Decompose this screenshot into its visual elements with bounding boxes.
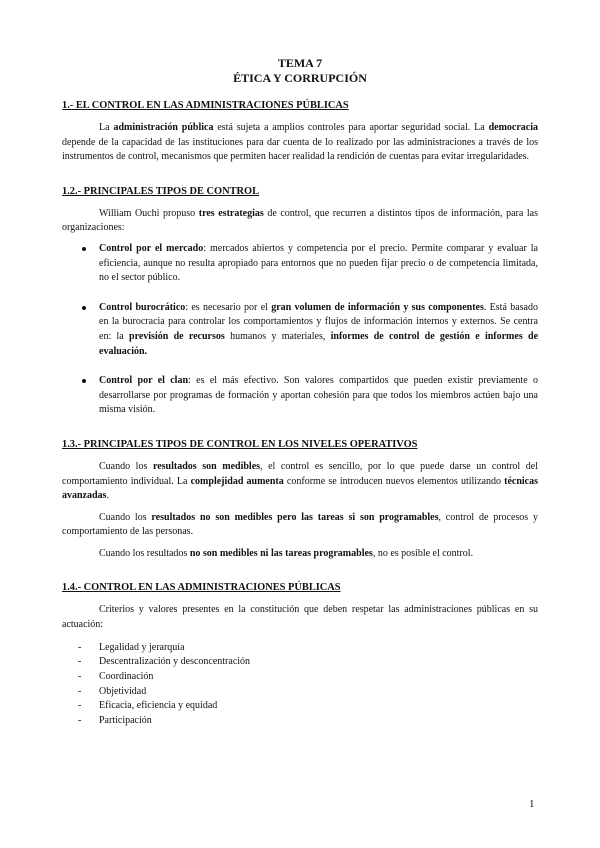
section-3-paragraph-1: Cuando los resultados son medibles, el control es sencillo, por lo que puede darse un control del comportamiento individual. La complejidad aumenta conforme se introducen nuevos elementos utilizando técnicas avanzadas. [62, 460, 539, 502]
list-item: Control por el mercado: mercados abiertos y competencia por el precio. Permite comparar y evaluar la eficiencia, aunque no resulta apropiado para entornos que no pueden fijar precio o de competencia limitada, no el sector público. [62, 242, 538, 286]
criteria-list [62, 641, 538, 729]
page-number: 1 [529, 798, 535, 810]
bullet-icon [82, 306, 86, 310]
section-3-heading: 1.3.- PRINCIPALES TIPOS DE CONTROL EN LOS NIVELES OPERATIVOS [62, 438, 418, 450]
list-item: - Eficacia, eficiencia y equidad [78, 700, 218, 712]
document-title: ÉTICA Y CORRUPCIÓN [233, 71, 367, 85]
document-page [62, 56, 538, 729]
tema-number: TEMA 7 [277, 56, 323, 70]
list-item: - Participación [78, 715, 152, 727]
control-types-list [62, 242, 538, 418]
list-item: - Objetividad [78, 685, 147, 697]
section-1-heading: 1.- EL CONTROL EN LAS ADMINISTRACIONES PÚBLICAS [62, 100, 349, 111]
section-2-heading: 1.2.- PRINCIPALES TIPOS DE CONTROL [62, 185, 260, 197]
list-item: - Descentralización y desconcentración [78, 656, 251, 668]
bullet-icon [82, 379, 86, 383]
section-4-heading: 1.4.- CONTROL EN LAS ADMINISTRACIONES PÚBLICAS [62, 582, 341, 594]
section-4-intro: Criterios y valores presentes en la constitución que deben respetar las administraciones públicas en su actuación: [62, 604, 538, 631]
section-3-paragraph-3: Cuando los resultados no son medibles ni las tareas programables, no es posible el control. [99, 547, 474, 559]
section-1-paragraph: La administración pública está sujeta a amplios controles para aportar seguridad social. La democracia depende de la capacidad de las instituciones para dar cuenta de lo realizado por las administraciones a través de los instrumentos de control, mecanismos que permiten hacer realidad la rendición de cuentas para evitar irregularidades. [62, 122, 538, 163]
section-2-intro: William Ouchi propuso tres estrategias de control, que recurren a distintos tipos de información, para las organizaciones: [62, 207, 538, 234]
list-item: - Coordinación [78, 671, 154, 683]
bullet-icon [82, 247, 86, 251]
section-3-paragraph-2: Cuando los resultados no son medibles pero las tareas si son programables, control de procesos y comportamiento de las personas. [62, 511, 538, 538]
list-item: Control por el clan: es el más efectivo. Son valores compartidos que pueden existir previamente o desarrollarse por programas de formación y aportan cohesión para que todos los miembros actúen bajo una misma visión. [62, 374, 538, 418]
list-item: Control burocrático: es necesario por el gran volumen de información y sus componentes. Está basado en la burocracia para controlar los comportamientos y flujos de información internos y externos. Se centra en: la previsión de recursos humanos y materiales, informes de control de gestión e informes de evaluación. [62, 301, 538, 359]
list-item: - Legalidad y jerarquía [78, 641, 185, 653]
